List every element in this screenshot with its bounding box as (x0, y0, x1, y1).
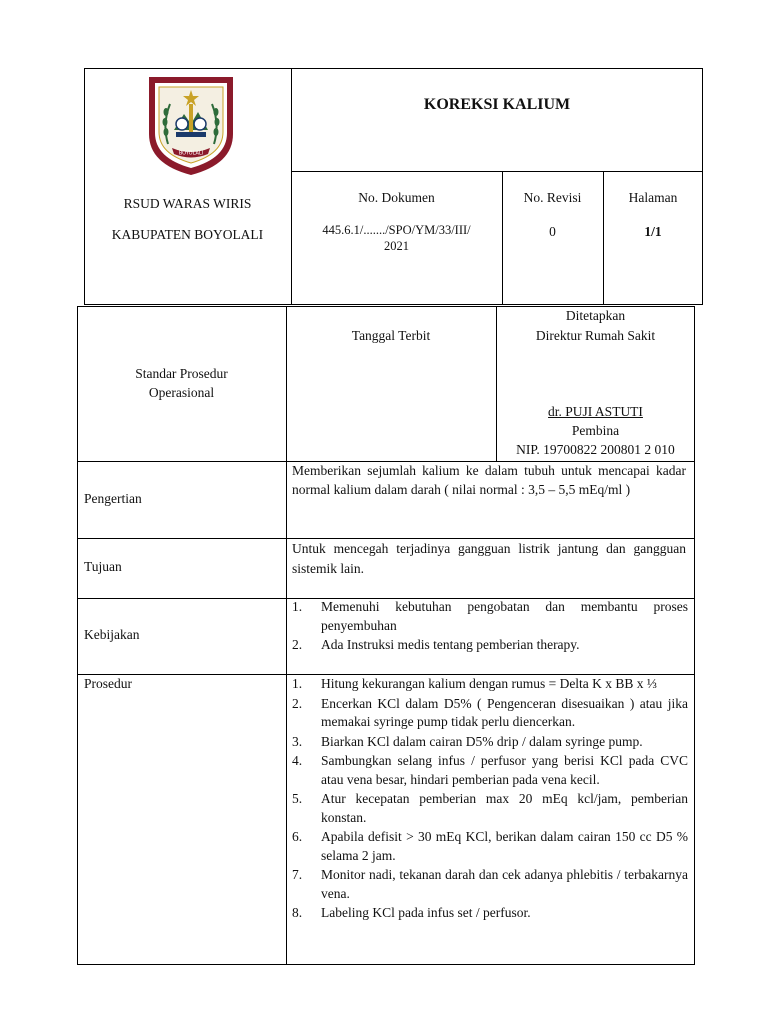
director-nip: NIP. 19700822 200801 2 010 (516, 442, 675, 457)
doc-number-label: No. Dokumen (358, 190, 435, 205)
director-name: dr. PUJI ASTUTI (548, 404, 643, 419)
list-item-text: Biarkan KCl dalam cairan D5% drip / dalam syringe pump. (321, 733, 643, 749)
revision-value: 0 (549, 224, 556, 239)
list-item-text: Encerkan KCl dalam D5% ( Pengenceran disesuaikan ) atau jika memakai syringe pump tidak perlu diencerkan. (321, 695, 688, 729)
list-item-text: Hitung kekurangan kalium dengan rumus = Delta K x BB x ⅓ (321, 676, 658, 691)
list-item-number: 2. (292, 695, 303, 711)
list-item (292, 695, 688, 732)
list-item-text: Labeling KCl pada infus set / perfusor. (321, 905, 531, 920)
tujuan-text: Untuk mencegah terjadinya gangguan listrik jantung dan gangguan sistemik lain. (292, 541, 686, 576)
set-by: Direktur Rumah Sakit (535, 328, 656, 343)
page-label: Halaman (628, 190, 678, 205)
list-item-text: Atur kecepatan pemberian max 20 mEq kcl/jam, pemberian konstan. (321, 791, 688, 825)
list-item-number: 7. (292, 867, 303, 882)
list-item (292, 866, 688, 903)
list-item (292, 790, 688, 827)
list-item-text: Memenuhi kebutuhan pengobatan dan membantu proses penyembuhan (321, 599, 688, 633)
prosedur-list (292, 675, 688, 924)
pengertian-label: Pengertian (84, 491, 142, 506)
issue-date-label: Tanggal Terbit (351, 328, 431, 343)
list-item-text: Apabila defisit > 30 mEq KCl, berikan dalam cairan 150 cc D5 % selama 2 jam. (321, 829, 688, 863)
boyolali-regency-crest-icon (146, 74, 236, 178)
list-item (292, 752, 688, 789)
list-item-number: 6. (292, 829, 303, 844)
list-item-number: 8. (292, 905, 303, 920)
sop-type-line1: Standar Prosedur (135, 366, 228, 381)
list-item-number: 4. (292, 753, 303, 768)
svg-text:BOYOLALI: BOYOLALI (178, 150, 204, 157)
org-region: KABUPATEN BOYOLALI (111, 227, 264, 242)
kebijakan-label: Kebijakan (84, 627, 140, 642)
list-item-number: 2. (292, 637, 303, 652)
director-rank: Pembina (571, 423, 620, 438)
set-label: Ditetapkan (565, 308, 626, 323)
list-item-number: 1. (292, 599, 303, 614)
list-item (292, 675, 688, 694)
org-name: RSUD WARAS WIRIS (123, 196, 252, 211)
list-item (292, 904, 688, 923)
list-item-number: 3. (292, 733, 303, 749)
page-value: 1/1 (644, 224, 662, 239)
sop-type-line2: Operasional (148, 385, 215, 400)
kebijakan-list (292, 598, 688, 656)
list-item-text: Sambungkan selang infus / perfusor yang berisi KCl pada CVC atau vena besar, hindari pemberian pada vena kecil. (321, 753, 688, 787)
tujuan-label: Tujuan (84, 559, 122, 574)
list-item-text: Monitor nadi, tekanan darah dan cek adanya phlebitis / terbakarnya vena. (321, 867, 688, 901)
doc-number-line2: 2021 (384, 239, 409, 253)
list-item-number: 1. (292, 676, 303, 691)
page-title: KOREKSI KALIUM (423, 96, 571, 113)
list-item (292, 733, 688, 752)
doc-number-line1: 445.6.1/......./SPO/YM/33/III/ (322, 223, 471, 237)
list-item-number: 5. (292, 791, 303, 806)
list-item (292, 636, 688, 655)
sop-divider-label-col (286, 306, 287, 965)
list-item-text: Ada Instruksi medis tentang pemberian therapy. (321, 637, 580, 652)
revision-label: No. Revisi (523, 190, 582, 205)
header-divider-h1 (291, 171, 703, 172)
pengertian-text: Memberikan sejumlah kalium ke dalam tubuh untuk mencapai kadar normal kalium dalam darah ( nilai normal : 3,5 – 5,5 mEq/ml ) (292, 463, 686, 497)
prosedur-label: Prosedur (84, 676, 132, 691)
list-item (292, 598, 688, 635)
list-item (292, 828, 688, 865)
